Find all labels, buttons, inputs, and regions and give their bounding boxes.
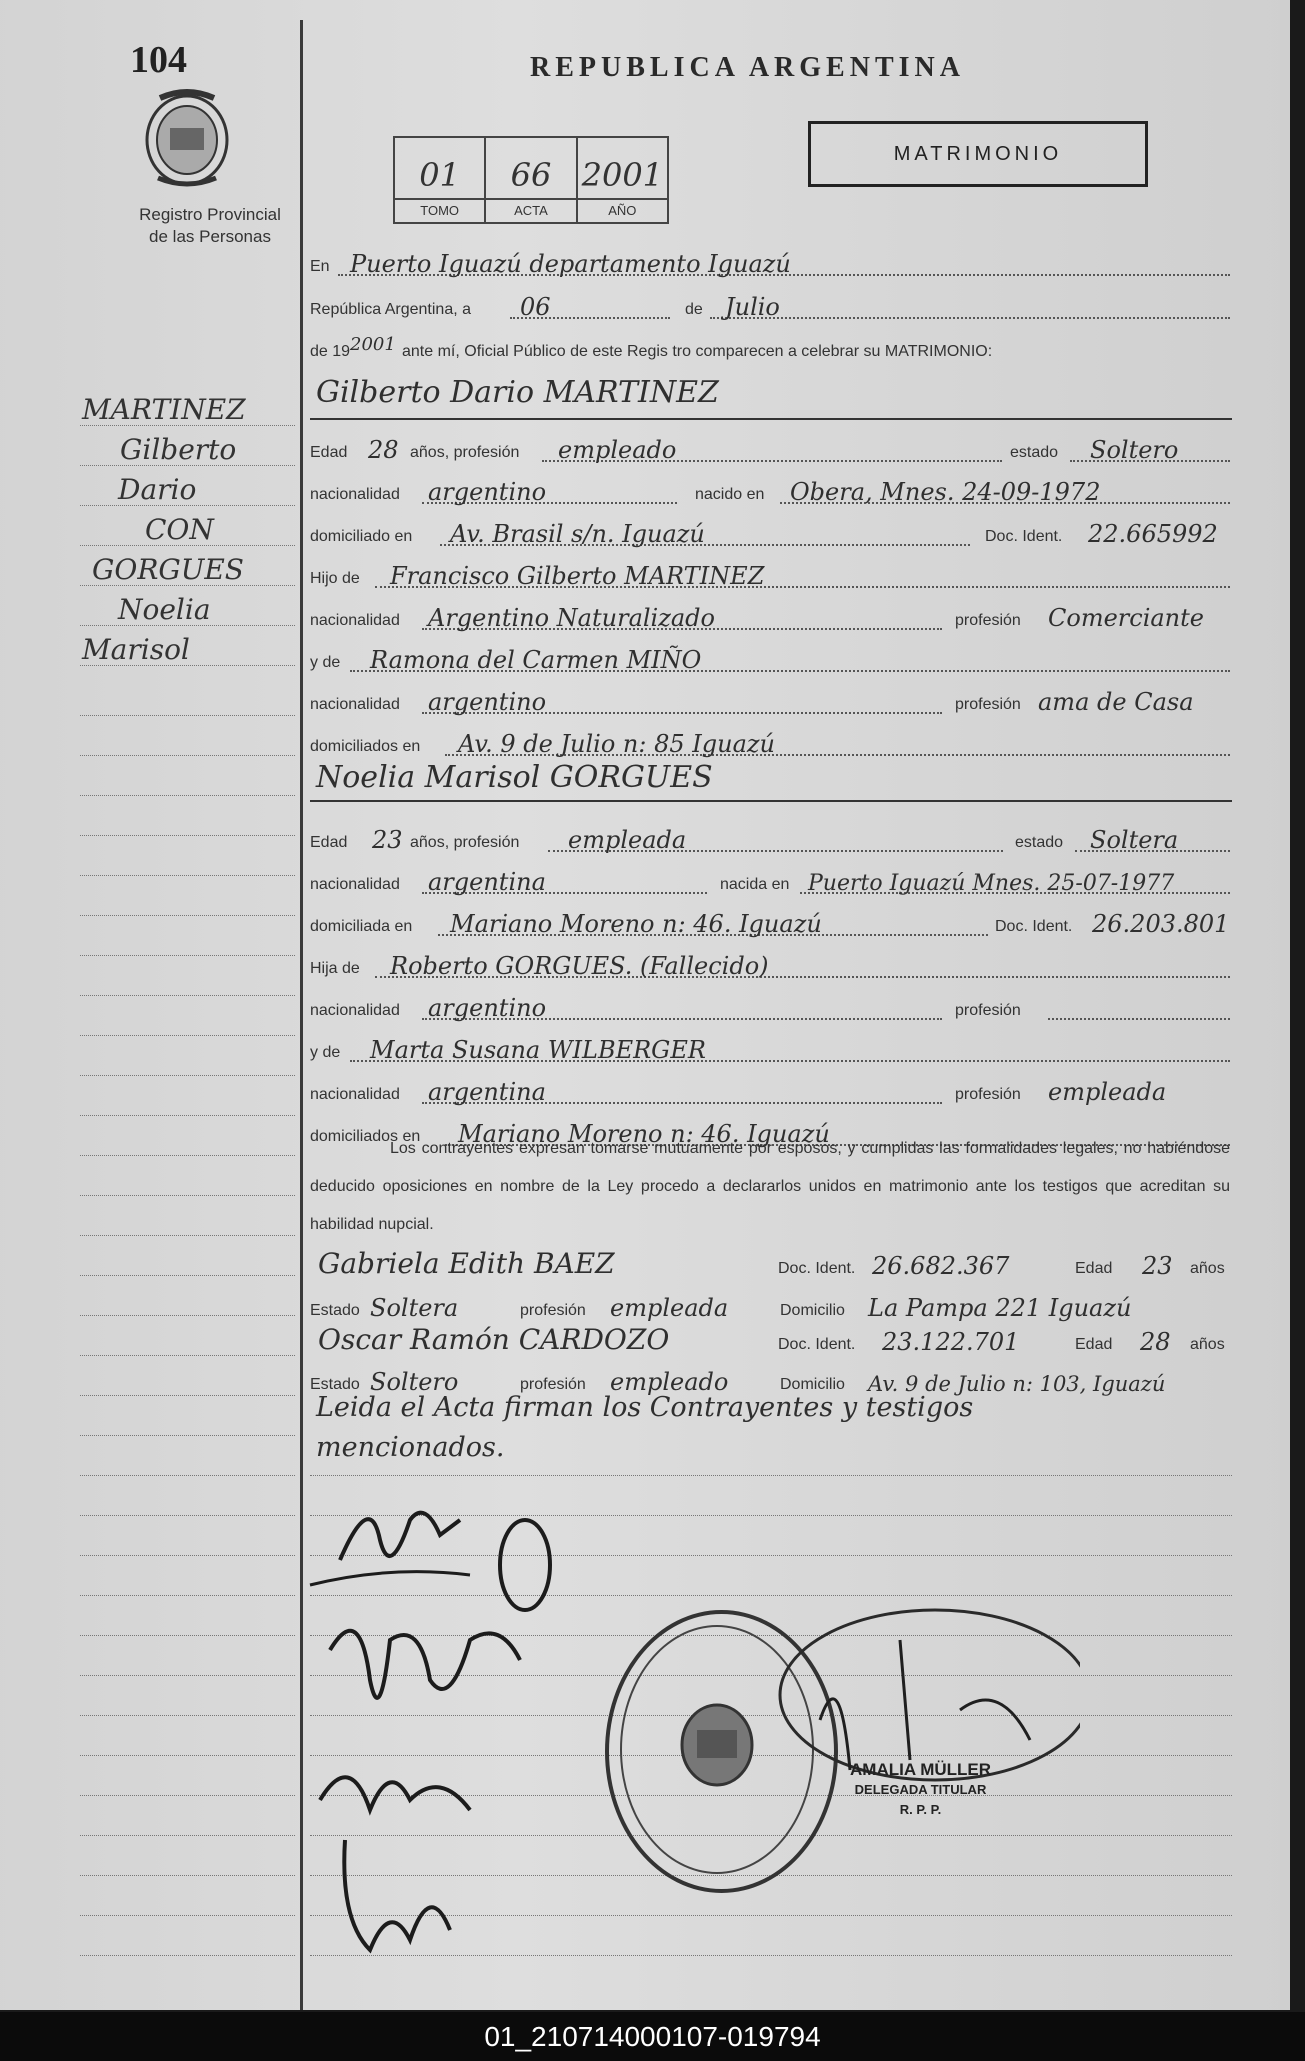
margin-rule [80,1155,295,1156]
day-value: 06 [520,293,551,321]
margin-rule [80,1715,295,1716]
place-value: Puerto Iguazú departamento Iguazú [350,250,791,278]
margin-rule [80,875,295,876]
ano-cell: 2001 AÑO [578,138,667,222]
image-id-footer: 01_210714000107-019794 [0,2012,1305,2061]
margin-rule [80,1795,295,1796]
margin-rule [80,1555,295,1556]
declaration-text: Los contrayentes expresan tomarse mutuamente por esposos, y cumplidas las formalidades legales, no habiéndose deducido oposiciones en nombre de la Ley procedo a declararlos unidos en matrimonio ante los testigos que acreditan su habilidad nupcial. [310,1140,1230,1233]
margin-rule [80,835,295,836]
margin-rule [80,795,295,796]
margin-rule [80,1915,295,1916]
groom-mother-nat-row: nacionalidad argentino profesión ama de Casa [310,688,1194,716]
groom-age-row: Edad 28 años, profesión empleado estado Soltero [310,428,1230,468]
margin-rule [80,1275,295,1276]
witness-1-row: Gabriela Edith BAEZ Doc. Ident. 26.682.367 Edad 23 años [318,1247,1225,1280]
witness-2-details-row: Estado Soltero profesión empleado Domicilio Av. 9 de Julio n: 103, Iguazú [310,1368,1166,1396]
margin-rule [80,1195,295,1196]
margin-note-line: Marisol [82,633,190,666]
margin-rule [80,1675,295,1676]
margin-rule [80,1635,295,1636]
province-crest-icon [140,88,235,193]
month-value: Julio [725,293,780,321]
date-row: República Argentina, a 06 de Julio [310,285,1230,325]
page-title: REPUBLICA ARGENTINA [530,52,965,83]
document-type-box: MATRIMONIO [808,121,1148,187]
margin-rule [80,915,295,916]
bride-father-nat-row: nacionalidad argentino profesión [310,986,1230,1026]
margin-rule [80,1755,295,1756]
margin-rule [80,1515,295,1516]
place-row: En Puerto Iguazú departamento Iguazú [310,242,1230,282]
signatures-icon [300,1480,560,1985]
margin-rule [80,1315,295,1316]
margin-rule [80,1475,295,1476]
witness-2-row: Oscar Ramón CARDOZO Doc. Ident. 23.122.701 Edad 28 años [318,1323,1225,1356]
groom-address-row: domiciliado en Av. Brasil s/n. Iguazú Doc. Ident. 22.665992 [310,520,1218,548]
margin-rule [80,1115,295,1116]
margin-rule [80,1835,295,1836]
bride-age-row: Edad 23 años, profesión empleada estado Soltera [310,818,1230,858]
closing-line-2: mencionados. [316,1432,505,1463]
bride-nationality-row: nacionalidad argentina nacida en Puerto Iguazú Mnes. 25-07-1977 [310,860,1230,900]
margin-rule [80,1395,295,1396]
bride-parents-address-row: domiciliados en Mariano Moreno n: 46. Iguazú [310,1112,1230,1152]
margin-note-line: MARTINEZ [82,393,246,426]
groom-father-row: Hijo de Francisco Gilberto MARTINEZ [310,554,1230,594]
margin-note-line: Dario [118,473,197,506]
margin-rule [80,1075,295,1076]
margin-rule [80,1435,295,1436]
bride-mother-nat-row: nacionalidad argentina profesión empleada [310,1078,1167,1106]
groom-name: Gilberto Dario MARTINEZ [316,375,719,410]
bride-address-row: domiciliada en Mariano Moreno n: 46. Iguazú Doc. Ident. 26.203.801 [310,910,1230,938]
closing-line-1: Leida el Acta firman los Contrayentes y testigos [316,1392,974,1423]
witness-1-details-row: Estado Soltera profesión empleada Domicilio La Pampa 221 Iguazú [310,1294,1132,1322]
margin-rule [80,755,295,756]
margin-rule [80,1595,295,1596]
margin-rule [80,955,295,956]
margin-rule [80,1035,295,1036]
groom-father-nat-row: nacionalidad Argentino Naturalizado profesión Comerciante [310,604,1204,632]
registry-caption: Registro Provincial de las Personas [139,205,281,246]
year-row: de 19 2001 ante mí, Oficial Público de este Regis tro comparecen a celebrar su MATRIMONIO: [310,334,993,360]
folio-number: 104 [130,39,187,81]
tomo-cell: 01 TOMO [395,138,486,222]
margin-rule [80,1875,295,1876]
groom-mother-row: y de Ramona del Carmen MIÑO [310,638,1230,678]
margin-rule [80,1355,295,1356]
bride-name: Noelia Marisol GORGUES [316,760,713,795]
year-value: 2001 [350,334,396,355]
margin-rule [80,1235,295,1236]
margin-note-line: Noelia [118,593,211,626]
margin-rule [80,1955,295,1956]
bride-mother-row: y de Marta Susana WILBERGER [310,1028,1230,1068]
margin-note-line: GORGUES [92,553,244,586]
groom-nationality-row: nacionalidad argentino nacido en Obera, Mnes. 24-09-1972 [310,470,1230,510]
seal-emblem-icon [672,1700,762,1795]
acta-cell: 66 ACTA [486,138,577,222]
margin-rule [80,995,295,996]
margin-rule [80,715,295,716]
bride-father-row: Hija de Roberto GORGUES. (Fallecido) [310,944,1230,984]
officer-block: AMALIA MÜLLER DELEGADA TITULAR R. P. P. [850,1760,992,1817]
groom-parents-address-row: domiciliados en Av. 9 de Julio n: 85 Iguazú [310,722,1230,762]
margin-note-line: CON [145,513,214,546]
tomo-acta-ano-grid [393,136,669,224]
margin-note-line: Gilberto [120,433,237,466]
